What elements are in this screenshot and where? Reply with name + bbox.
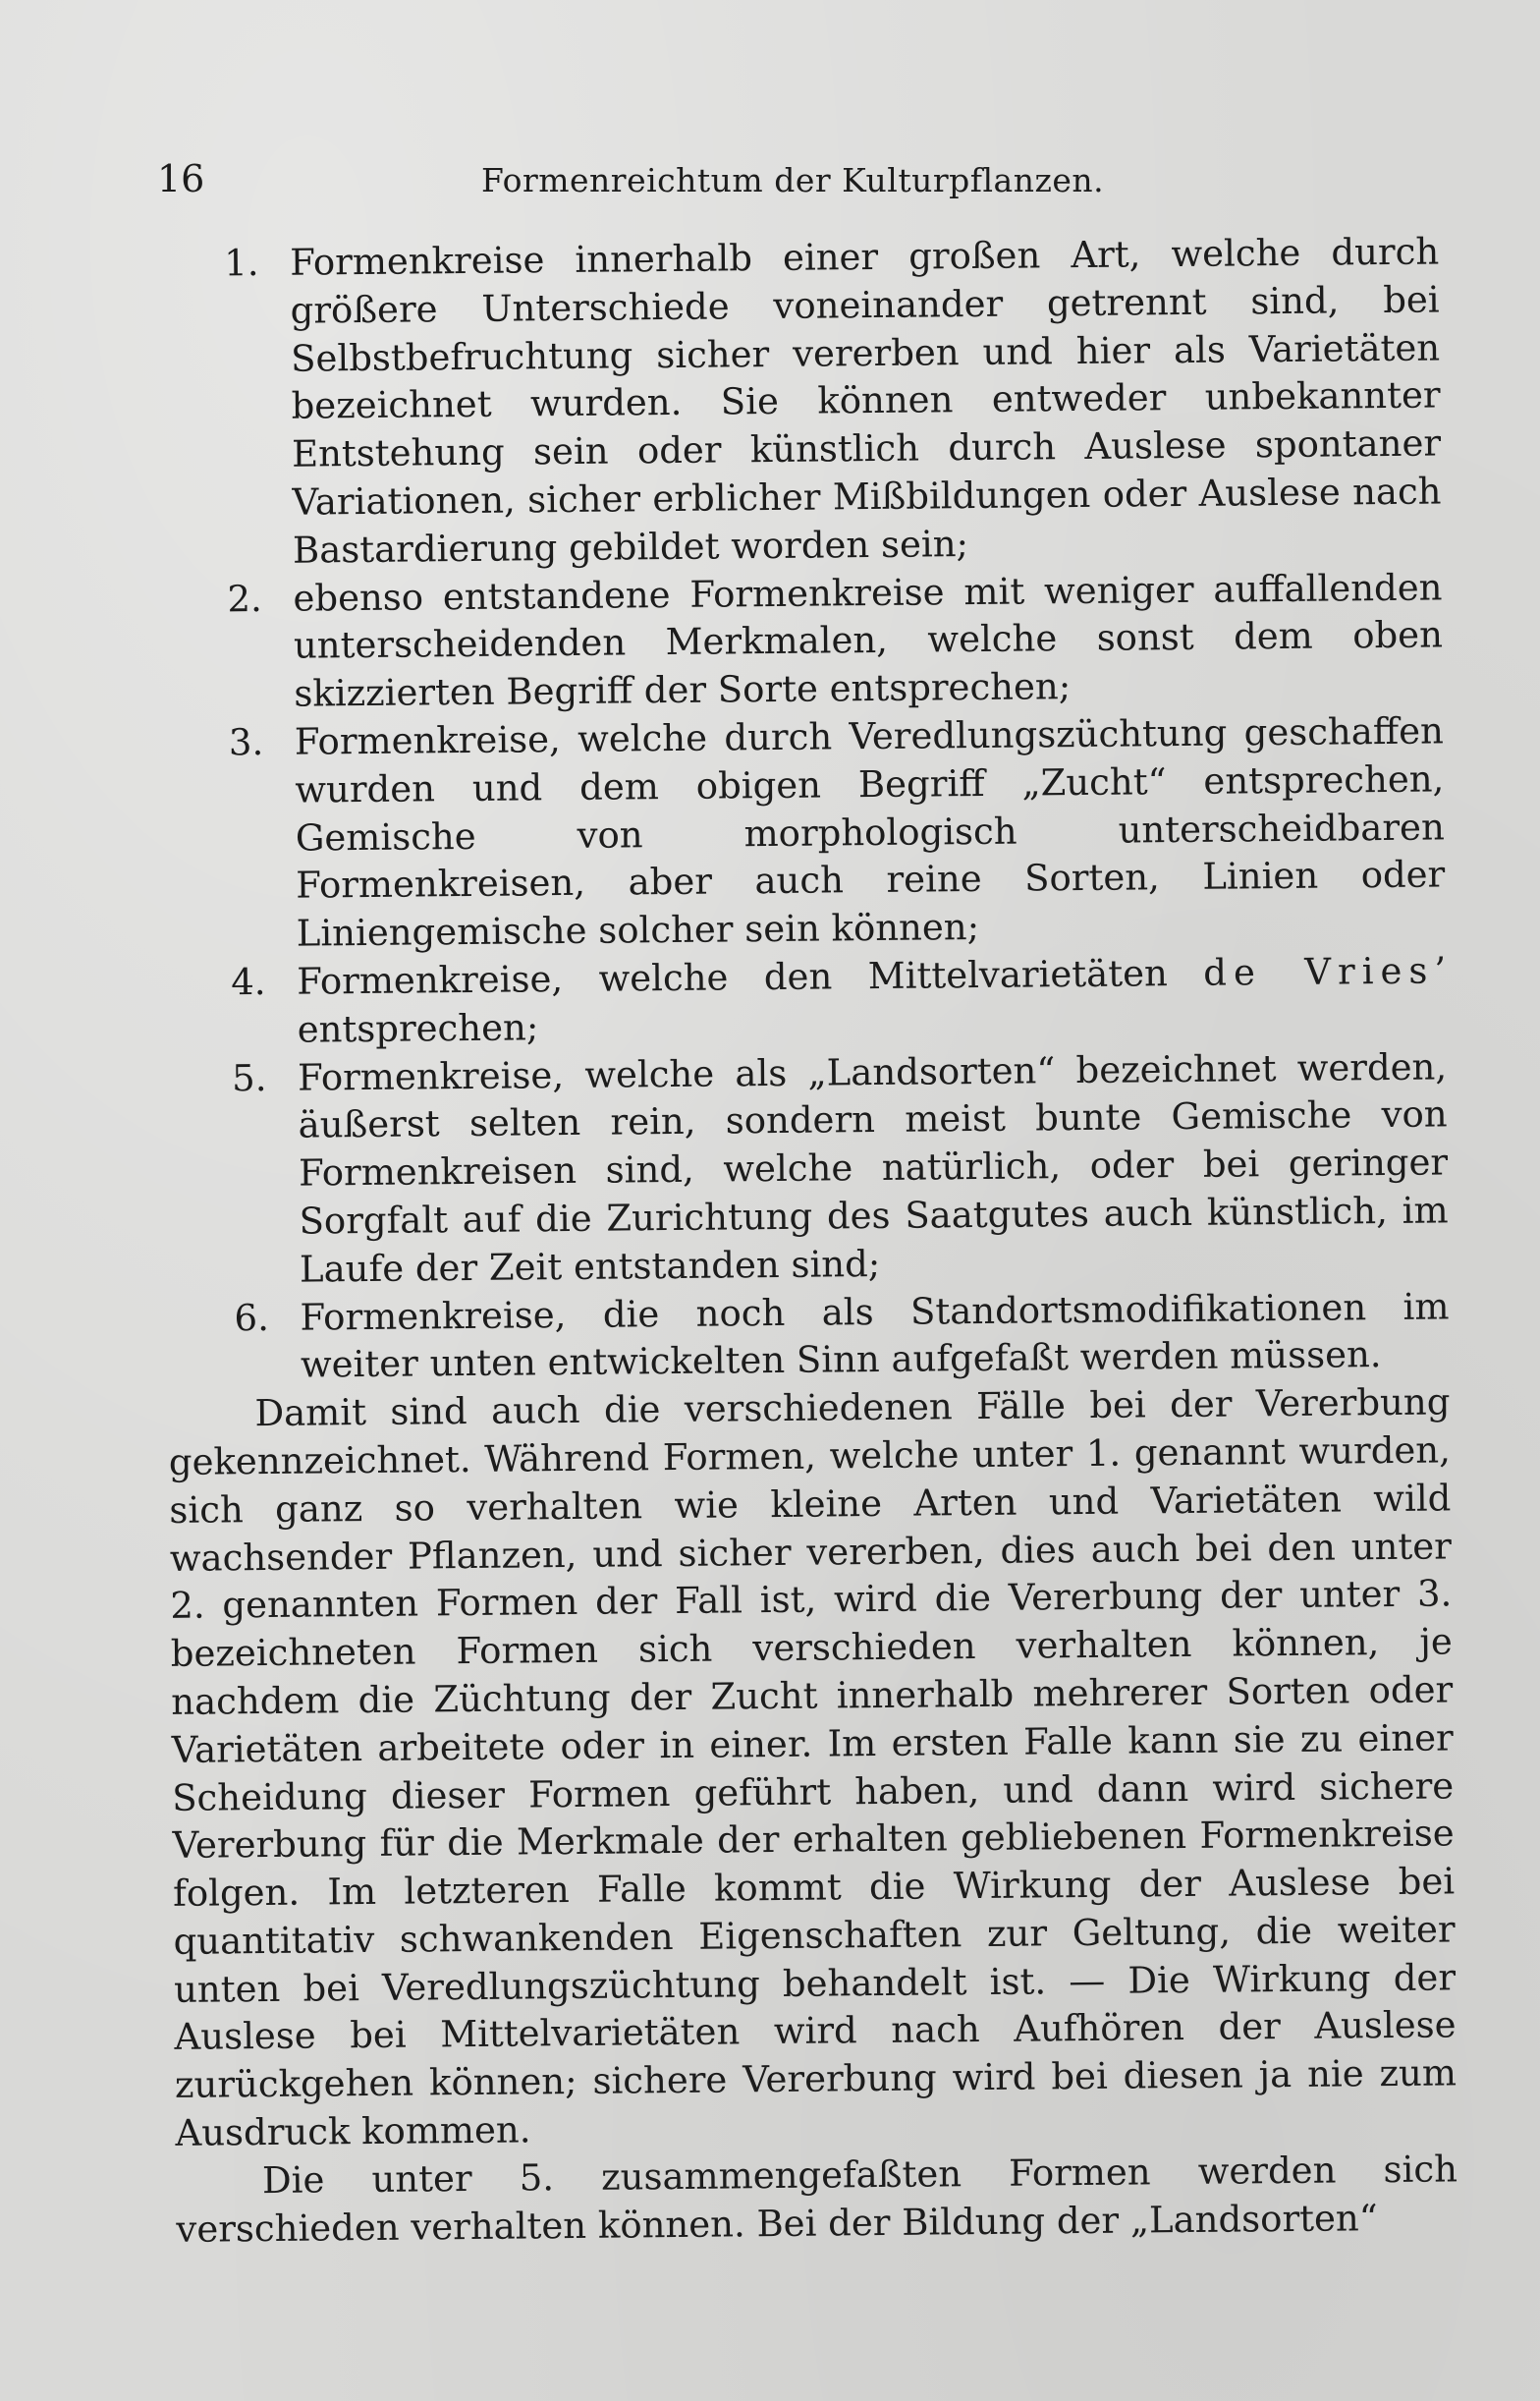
list-item-text: Formenkreise, welche durch Veredlungszüchtung geschaffen wurden und dem obigen Begriff „Zucht“ entsprechen, Gemische von morphologisch unterscheidbaren Formenkreisen, aber auch reine Sorten, Linien oder Liniengemische solcher sein können;	[294, 709, 1446, 955]
list-item	[164, 947, 1447, 1055]
list-item-number: 5.	[231, 1056, 267, 1099]
author-name: de Vries	[1203, 949, 1435, 994]
list-item	[167, 1283, 1450, 1391]
page-number: 16	[157, 157, 205, 200]
list-item-text: Formenkreise, welche den Mittelvarietäten	[297, 952, 1169, 1003]
list-item-number: 6.	[234, 1296, 270, 1339]
list-item	[162, 707, 1446, 960]
paragraph: Damit sind auch die verschiedenen Fälle bei der Vererbung gekennzeichnet. Während Formen, welche unter 1. genannt wurden, sich ganz so verhalten wie kleine Arten und Varietäten wild wachsender Pflanzen, und sicher vererben, dies auch bei den unter 2. genannten Formen der Fall ist, wird die Vererbung der unter 3. bezeichneten Formen sich verschieden verhalten können, je nachdem die Züchtung der Zucht innerhalb mehrerer Sorten oder Varietäten arbeitete oder in einer. Im ersten Falle kann sie zu einer Scheidung dieser Formen geführt haben, und dann wird sichere Vererbung für die Merkmale der erhalten gebliebenen Formenkreise folgen. Im letzteren Falle kommt die Wirkung der Auslese bei quantitativ schwankenden Eigenschaften zur Geltung, die weiter unten bei Veredlungszüchtung behandelt ist. — Die Wirkung der Auslese bei Mittelvarietäten wird nach Aufhören der Auslese zurückgehen können; sichere Vererbung wird bei diesen ja nie zum Ausdruck kommen.	[168, 1380, 1458, 2154]
list-item-number: 3.	[228, 720, 264, 764]
list-item-number: 2.	[227, 577, 263, 620]
list-item	[160, 564, 1443, 720]
page-header	[157, 157, 1444, 216]
paragraph: Die unter 5. zusammengefaßten Formen werden sich verschieden verhalten können. Bei der Bildung der „Landsorten“	[176, 2148, 1458, 2251]
list-item	[165, 1043, 1449, 1296]
forms-list	[157, 228, 1450, 1391]
running-title: Formenreichtum der Kulturpflanzen.	[481, 161, 1105, 199]
list-item-text: Formenkreise, die noch als Standortsmodifikationen im weiter unten entwickelten Sinn aufgefaßt werden müssen.	[300, 1284, 1450, 1386]
list-item-text: ebenso entstandene Formenkreise mit weniger auffallenden unterscheidenden Merkmalen, welche sonst dem oben skizzierten Begriff der Sorte entsprechen;	[293, 566, 1444, 715]
list-item-text: Formenkreise, welche als „Landsorten“ bezeichnet werden, äußerst selten rein, sondern meist bunte Gemische von Formenkreisen sind, welche natürlich, oder bei geringer Sorgfalt auf die Zurichtung des Saatgutes auch künstlich, im Laufe der Zeit entstanden sind;	[297, 1044, 1449, 1291]
list-item-number: 4.	[231, 960, 266, 1004]
list-item-text-end: ’ entsprechen;	[297, 949, 1447, 1051]
body-text	[157, 228, 1458, 2254]
list-item-text: Formenkreise innerhalb einer großen Art, welche durch größere Unterschiede voneinander getrennt sind, bei Selbstbefruchtung sicher vererben und hier als Varietäten bezeichnet wurden. Sie können entweder unbekannter Entstehung sein oder künstlich durch Auslese spontaner Variationen, sicher erblicher Mißbildungen oder Auslese nach Bastardierung gebildet worden sein;	[290, 230, 1442, 572]
list-item	[157, 228, 1442, 576]
list-item-number: 1.	[224, 242, 259, 285]
